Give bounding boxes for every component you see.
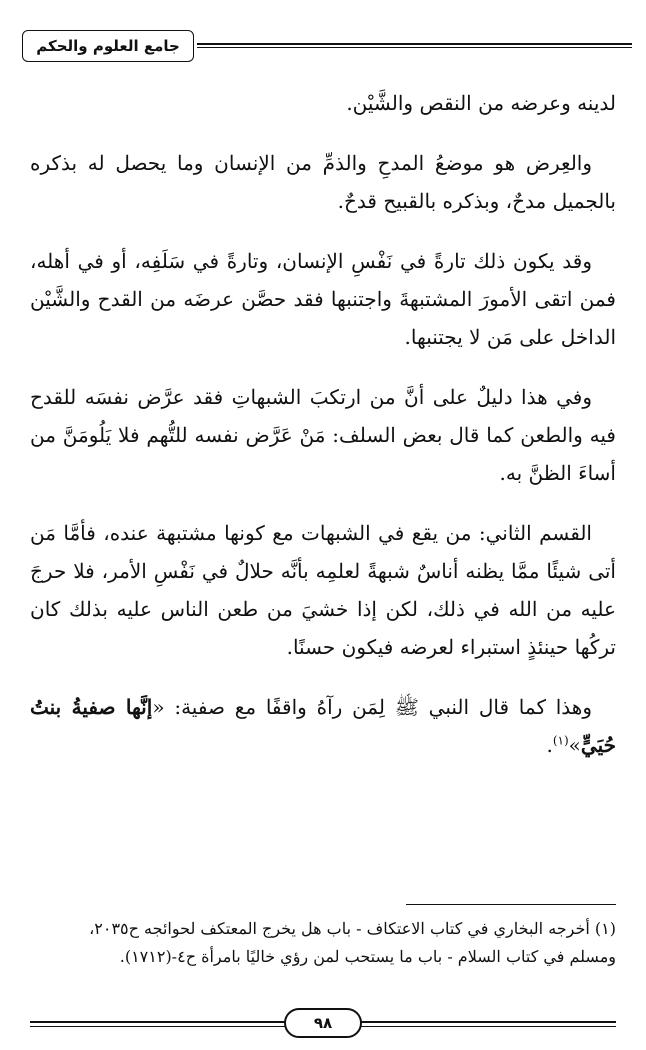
paragraph-3: وقد يكون ذلك تارةً في نَفْسِ الإنسان، وتارةً في سَلَفِه، أو في أهله، فمن اتقى الأمورَ المشتبهةَ واجتنبها فقد حصَّن عرضَه من القدح والشَّيْن الداخل على مَن لا يجتنبها. [30,249,616,349]
book-title: جامع العلوم والحكم [22,30,194,62]
paragraph-6 [30,688,616,764]
header-rule [197,43,632,48]
paragraph-6-intro: وهذا كما قال النبي ﷺ لِمَن رآهُ واقفًا مع صفية: « [152,695,593,719]
page-body [30,84,616,786]
footnote-separator [406,904,616,905]
footnote-ref[interactable]: (١) [552,733,569,748]
footnote-1-line-1: (١) أخرجه البخاري في كتاب الاعتكاف - باب هل يخرج المعتكف لحوائجه ح٢٠٣٥، [89,919,616,938]
page-footer [30,1008,616,1044]
paragraph-1: لدينه وعرضه من النقص والشَّيْن. [346,91,616,115]
paragraph-6-end: . [546,733,553,757]
paragraph-5: القسم الثاني: من يقع في الشبهات مع كونها مشتبهة عنده، فأمَّا مَن أتى شيئًا ممَّا يظنه أناسٌ شبهةً لعلمِه بأنَّه حلالٌ في نَفْسِ الأمر، فلا حرجَ عليه من الله في ذلك، لكن إذا خشيَ من طعن الناس عليه بذلك كان تركُها حينئذٍ استبراء لعرضه فيكون حسنًا. [30,521,616,659]
quote-close: » [568,733,581,757]
page-number: ٩٨ [284,1008,362,1038]
footnote-1-line-2: ومسلم في كتاب السلام - باب ما يستحب لمن رؤي خاليًا بامرأة ح٤-(١٧١٢). [119,947,616,966]
running-header [22,30,632,66]
hadith-quote: إنَّها صفيةُ بنتُ حُيَيٍّ [30,695,616,757]
footnotes [30,915,616,971]
paragraph-4: وفي هذا دليلٌ على أنَّ من ارتكبَ الشبهاتِ فقد عرَّض نفسَه للقدح فيه والطعن كما قال بعض السلف: مَنْ عَرَّض نفسه للتُّهم فلا يَلُومَنَّ من أساءَ الظنَّ به. [30,385,616,485]
paragraph-2: والعِرض هو موضعُ المدحِ والذمِّ من الإنسان وما يحصل له بذكره بالجميل مدحٌ، وبذكره بالقبيح قدحٌ. [30,151,616,213]
